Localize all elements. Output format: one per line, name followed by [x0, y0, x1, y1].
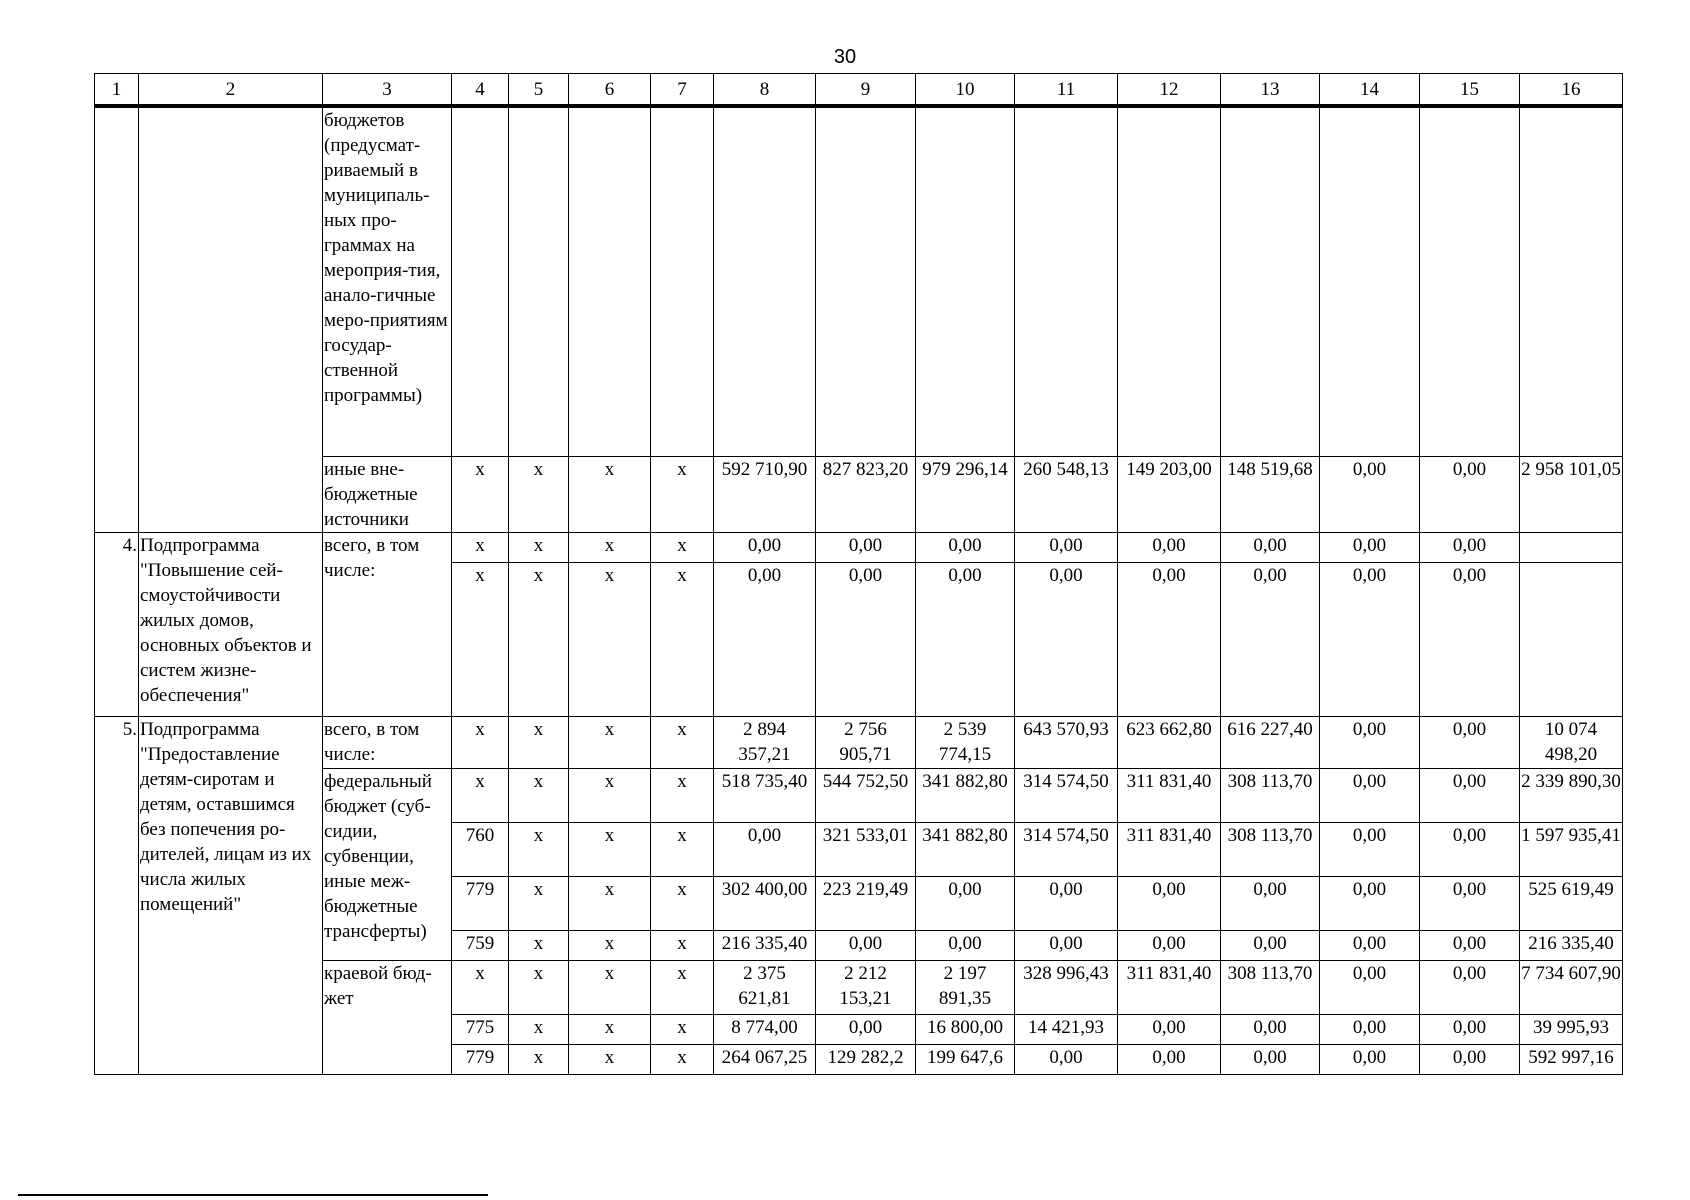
amount-cell: 308 113,70: [1221, 822, 1320, 876]
total-cell: 525 619,49: [1520, 876, 1623, 930]
funding-source-cell: иные вне-бюджетные источники: [323, 456, 452, 532]
code-cell: x: [452, 532, 509, 562]
total-cell: 592 997,16: [1520, 1044, 1623, 1074]
table-row: [95, 456, 1623, 532]
header-cell: 5: [509, 74, 569, 107]
amount-cell: 314 574,50: [1015, 768, 1118, 822]
total-cell: 7 734 607,90: [1520, 960, 1623, 1014]
amount-cell: 0,00: [916, 876, 1015, 930]
amount-cell: 148 519,68: [1221, 456, 1320, 532]
amount-cell: 0,00: [816, 532, 916, 562]
code-cell: x: [569, 716, 651, 768]
header-cell: 16: [1520, 74, 1623, 107]
amount-cell: 0,00: [1420, 532, 1520, 562]
amount-cell: 311 831,40: [1118, 822, 1221, 876]
header-cell: 3: [323, 74, 452, 107]
code-cell: x: [509, 960, 569, 1014]
table-row: [95, 106, 1623, 456]
amount-cell: 0,00: [916, 532, 1015, 562]
amount-cell: 0,00: [1420, 562, 1520, 716]
code-cell: x: [509, 716, 569, 768]
code-cell: x: [452, 768, 509, 822]
amount-cell: 0,00: [1221, 1014, 1320, 1044]
code-cell: x: [651, 456, 714, 532]
amount-cell: 0,00: [1420, 822, 1520, 876]
amount-cell: 311 831,40: [1118, 960, 1221, 1014]
amount-cell: 979 296,14: [916, 456, 1015, 532]
amount-cell: 0,00: [714, 532, 816, 562]
code-cell: x: [651, 768, 714, 822]
amount-cell: 308 113,70: [1221, 768, 1320, 822]
amount-cell: 264 067,25: [714, 1044, 816, 1074]
total-cell: 2 958 101,05: [1520, 456, 1623, 532]
amount-cell: 0,00: [1320, 716, 1420, 768]
amount-cell: 0,00: [1320, 1014, 1420, 1044]
amount-cell: 0,00: [1015, 1044, 1118, 1074]
amount-cell: 149 203,00: [1118, 456, 1221, 532]
funding-source-cell: краевой бюд-жет: [323, 960, 452, 1074]
row-number-cell: 5.: [95, 716, 139, 1074]
amount-cell: 0,00: [1320, 562, 1420, 716]
amount-cell: 0,00: [1221, 930, 1320, 960]
amount-cell: 341 882,80: [916, 768, 1015, 822]
funding-source-cell: федеральный бюджет (суб-сидии, субвенции, иные меж-бюджетные трансферты): [323, 768, 452, 960]
code-cell: x: [651, 822, 714, 876]
amount-cell: 0,00: [714, 562, 816, 716]
amount-cell: 0,00: [1420, 768, 1520, 822]
amount-cell: 223 219,49: [816, 876, 916, 930]
amount-cell: 2 756 905,71: [816, 716, 916, 768]
code-cell: x: [569, 562, 651, 716]
amount-cell: 0,00: [816, 930, 916, 960]
amount-cell: 0,00: [1320, 768, 1420, 822]
amount-cell: 311 831,40: [1118, 768, 1221, 822]
amount-cell: 2 539 774,15: [916, 716, 1015, 768]
table-row: [95, 768, 1623, 822]
table-cell: [139, 106, 323, 532]
amount-cell: 314 574,50: [1015, 822, 1118, 876]
code-cell: x: [509, 876, 569, 930]
amount-cell: 827 823,20: [816, 456, 916, 532]
column-number-header-row: [95, 74, 1623, 107]
header-cell: 9: [816, 74, 916, 107]
code-cell: 775: [452, 1014, 509, 1044]
total-cell: 216 335,40: [1520, 930, 1623, 960]
amount-cell: 0,00: [1320, 960, 1420, 1014]
subprogram-name-cell: Подпрограмма "Повышение сей-смоустойчивости жилых домов, основных объектов и систем жизне-обеспечения": [139, 532, 323, 716]
table-cell: [95, 106, 139, 532]
header-cell: 12: [1118, 74, 1221, 107]
amount-cell: 260 548,13: [1015, 456, 1118, 532]
header-cell: 15: [1420, 74, 1520, 107]
amount-cell: 0,00: [1221, 876, 1320, 930]
code-cell: 779: [452, 876, 509, 930]
code-cell: x: [569, 1014, 651, 1044]
code-cell: x: [452, 716, 509, 768]
header-cell: 6: [569, 74, 651, 107]
subprogram-name-cell: Подпрограмма "Предоставление детям-сиротам и детям, оставшимся без попечения ро-дителей, лицам из их числа жилых помещений": [139, 716, 323, 1074]
code-cell: x: [509, 1014, 569, 1044]
amount-cell: 129 282,2: [816, 1044, 916, 1074]
amount-cell: 328 996,43: [1015, 960, 1118, 1014]
code-cell: 779: [452, 1044, 509, 1074]
row-number-cell: 4.: [95, 532, 139, 716]
code-cell: x: [651, 562, 714, 716]
code-cell: 760: [452, 822, 509, 876]
code-cell: x: [569, 1044, 651, 1074]
amount-cell: 199 647,6: [916, 1044, 1015, 1074]
code-cell: x: [569, 930, 651, 960]
header-cell: 10: [916, 74, 1015, 107]
code-cell: x: [569, 960, 651, 1014]
amount-cell: 0,00: [1420, 876, 1520, 930]
code-cell: x: [509, 456, 569, 532]
code-cell: x: [509, 1044, 569, 1074]
amount-cell: 2 197 891,35: [916, 960, 1015, 1014]
amount-cell: 216 335,40: [714, 930, 816, 960]
header-cell: 11: [1015, 74, 1118, 107]
code-cell: x: [651, 876, 714, 930]
code-cell: x: [509, 532, 569, 562]
amount-cell: 643 570,93: [1015, 716, 1118, 768]
page-number: 30: [833, 46, 857, 68]
amount-cell: 0,00: [1118, 876, 1221, 930]
amount-cell: 0,00: [1118, 1014, 1221, 1044]
amount-cell: 0,00: [1118, 532, 1221, 562]
amount-cell: 308 113,70: [1221, 960, 1320, 1014]
code-cell: x: [569, 532, 651, 562]
amount-cell: 0,00: [1015, 562, 1118, 716]
amount-cell: 0,00: [1221, 1044, 1320, 1074]
amount-cell: 341 882,80: [916, 822, 1015, 876]
header-cell: 4: [452, 74, 509, 107]
amount-cell: 0,00: [1118, 562, 1221, 716]
amount-cell: 0,00: [714, 822, 816, 876]
amount-cell: 0,00: [1420, 1044, 1520, 1074]
total-cell: 10 074 498,20: [1520, 716, 1623, 768]
budget-table: [94, 73, 1623, 1075]
amount-cell: 16 800,00: [916, 1014, 1015, 1044]
header-cell: 1: [95, 74, 139, 107]
amount-cell: 0,00: [1015, 930, 1118, 960]
amount-cell: 544 752,50: [816, 768, 916, 822]
amount-cell: 14 421,93: [1015, 1014, 1118, 1044]
funding-source-cell: всего, в том числе:: [323, 532, 452, 716]
code-cell: x: [509, 822, 569, 876]
header-cell: 2: [139, 74, 323, 107]
amount-cell: 0,00: [1320, 1044, 1420, 1074]
amount-cell: 592 710,90: [714, 456, 816, 532]
amount-cell: 2 375 621,81: [714, 960, 816, 1014]
amount-cell: 302 400,00: [714, 876, 816, 930]
code-cell: x: [452, 960, 509, 1014]
amount-cell: 321 533,01: [816, 822, 916, 876]
table-row: [95, 716, 1623, 768]
amount-cell: 616 227,40: [1221, 716, 1320, 768]
amount-cell: 0,00: [1420, 960, 1520, 1014]
amount-cell: 0,00: [1320, 876, 1420, 930]
amount-cell: 0,00: [1420, 1014, 1520, 1044]
amount-cell: 0,00: [1118, 1044, 1221, 1074]
amount-cell: 0,00: [1420, 930, 1520, 960]
table-row: [95, 532, 1623, 562]
total-cell: 1 597 935,41: [1520, 822, 1623, 876]
amount-cell: 518 735,40: [714, 768, 816, 822]
amount-cell: 623 662,80: [1118, 716, 1221, 768]
code-cell: x: [651, 532, 714, 562]
code-cell: x: [569, 822, 651, 876]
amount-cell: 0,00: [1015, 876, 1118, 930]
total-cell: 39 995,93: [1520, 1014, 1623, 1044]
table-row: [95, 960, 1623, 1014]
code-cell: x: [509, 930, 569, 960]
amount-cell: 0,00: [1420, 456, 1520, 532]
code-cell: x: [651, 960, 714, 1014]
header-cell: 8: [714, 74, 816, 107]
code-cell: x: [569, 456, 651, 532]
total-cell: [1520, 562, 1623, 716]
funding-source-cell: всего, в том числе:: [323, 716, 452, 768]
code-cell: x: [509, 562, 569, 716]
amount-cell: 0,00: [816, 1014, 916, 1044]
code-cell: x: [651, 716, 714, 768]
code-cell: x: [569, 768, 651, 822]
amount-cell: 0,00: [1420, 716, 1520, 768]
amount-cell: 0,00: [1320, 822, 1420, 876]
code-cell: x: [452, 562, 509, 716]
amount-cell: 0,00: [1320, 930, 1420, 960]
code-cell: x: [651, 1044, 714, 1074]
total-cell: 2 339 890,30: [1520, 768, 1623, 822]
header-cell: 7: [651, 74, 714, 107]
footnote-divider: [18, 1194, 488, 1196]
amount-cell: 0,00: [1320, 456, 1420, 532]
header-cell: 14: [1320, 74, 1420, 107]
amount-cell: 0,00: [1320, 532, 1420, 562]
code-cell: x: [651, 1014, 714, 1044]
code-cell: x: [452, 456, 509, 532]
amount-cell: 0,00: [916, 930, 1015, 960]
amount-cell: 0,00: [1221, 532, 1320, 562]
amount-cell: 8 774,00: [714, 1014, 816, 1044]
code-cell: x: [509, 768, 569, 822]
amount-cell: 0,00: [1221, 562, 1320, 716]
amount-cell: 0,00: [816, 562, 916, 716]
amount-cell: 0,00: [1015, 532, 1118, 562]
funding-source-cell: бюджетов (предусмат-риваемый в муниципаль-ных про-граммах на мероприя-тия, анало-гичные меро-приятиям государ-ственной программы): [323, 106, 452, 456]
amount-cell: 2 894 357,21: [714, 716, 816, 768]
header-cell: 13: [1221, 74, 1320, 107]
amount-cell: 0,00: [1118, 930, 1221, 960]
code-cell: 759: [452, 930, 509, 960]
amount-cell: 0,00: [916, 562, 1015, 716]
code-cell: x: [569, 876, 651, 930]
amount-cell: 2 212 153,21: [816, 960, 916, 1014]
code-cell: x: [651, 930, 714, 960]
total-cell: [1520, 532, 1623, 562]
